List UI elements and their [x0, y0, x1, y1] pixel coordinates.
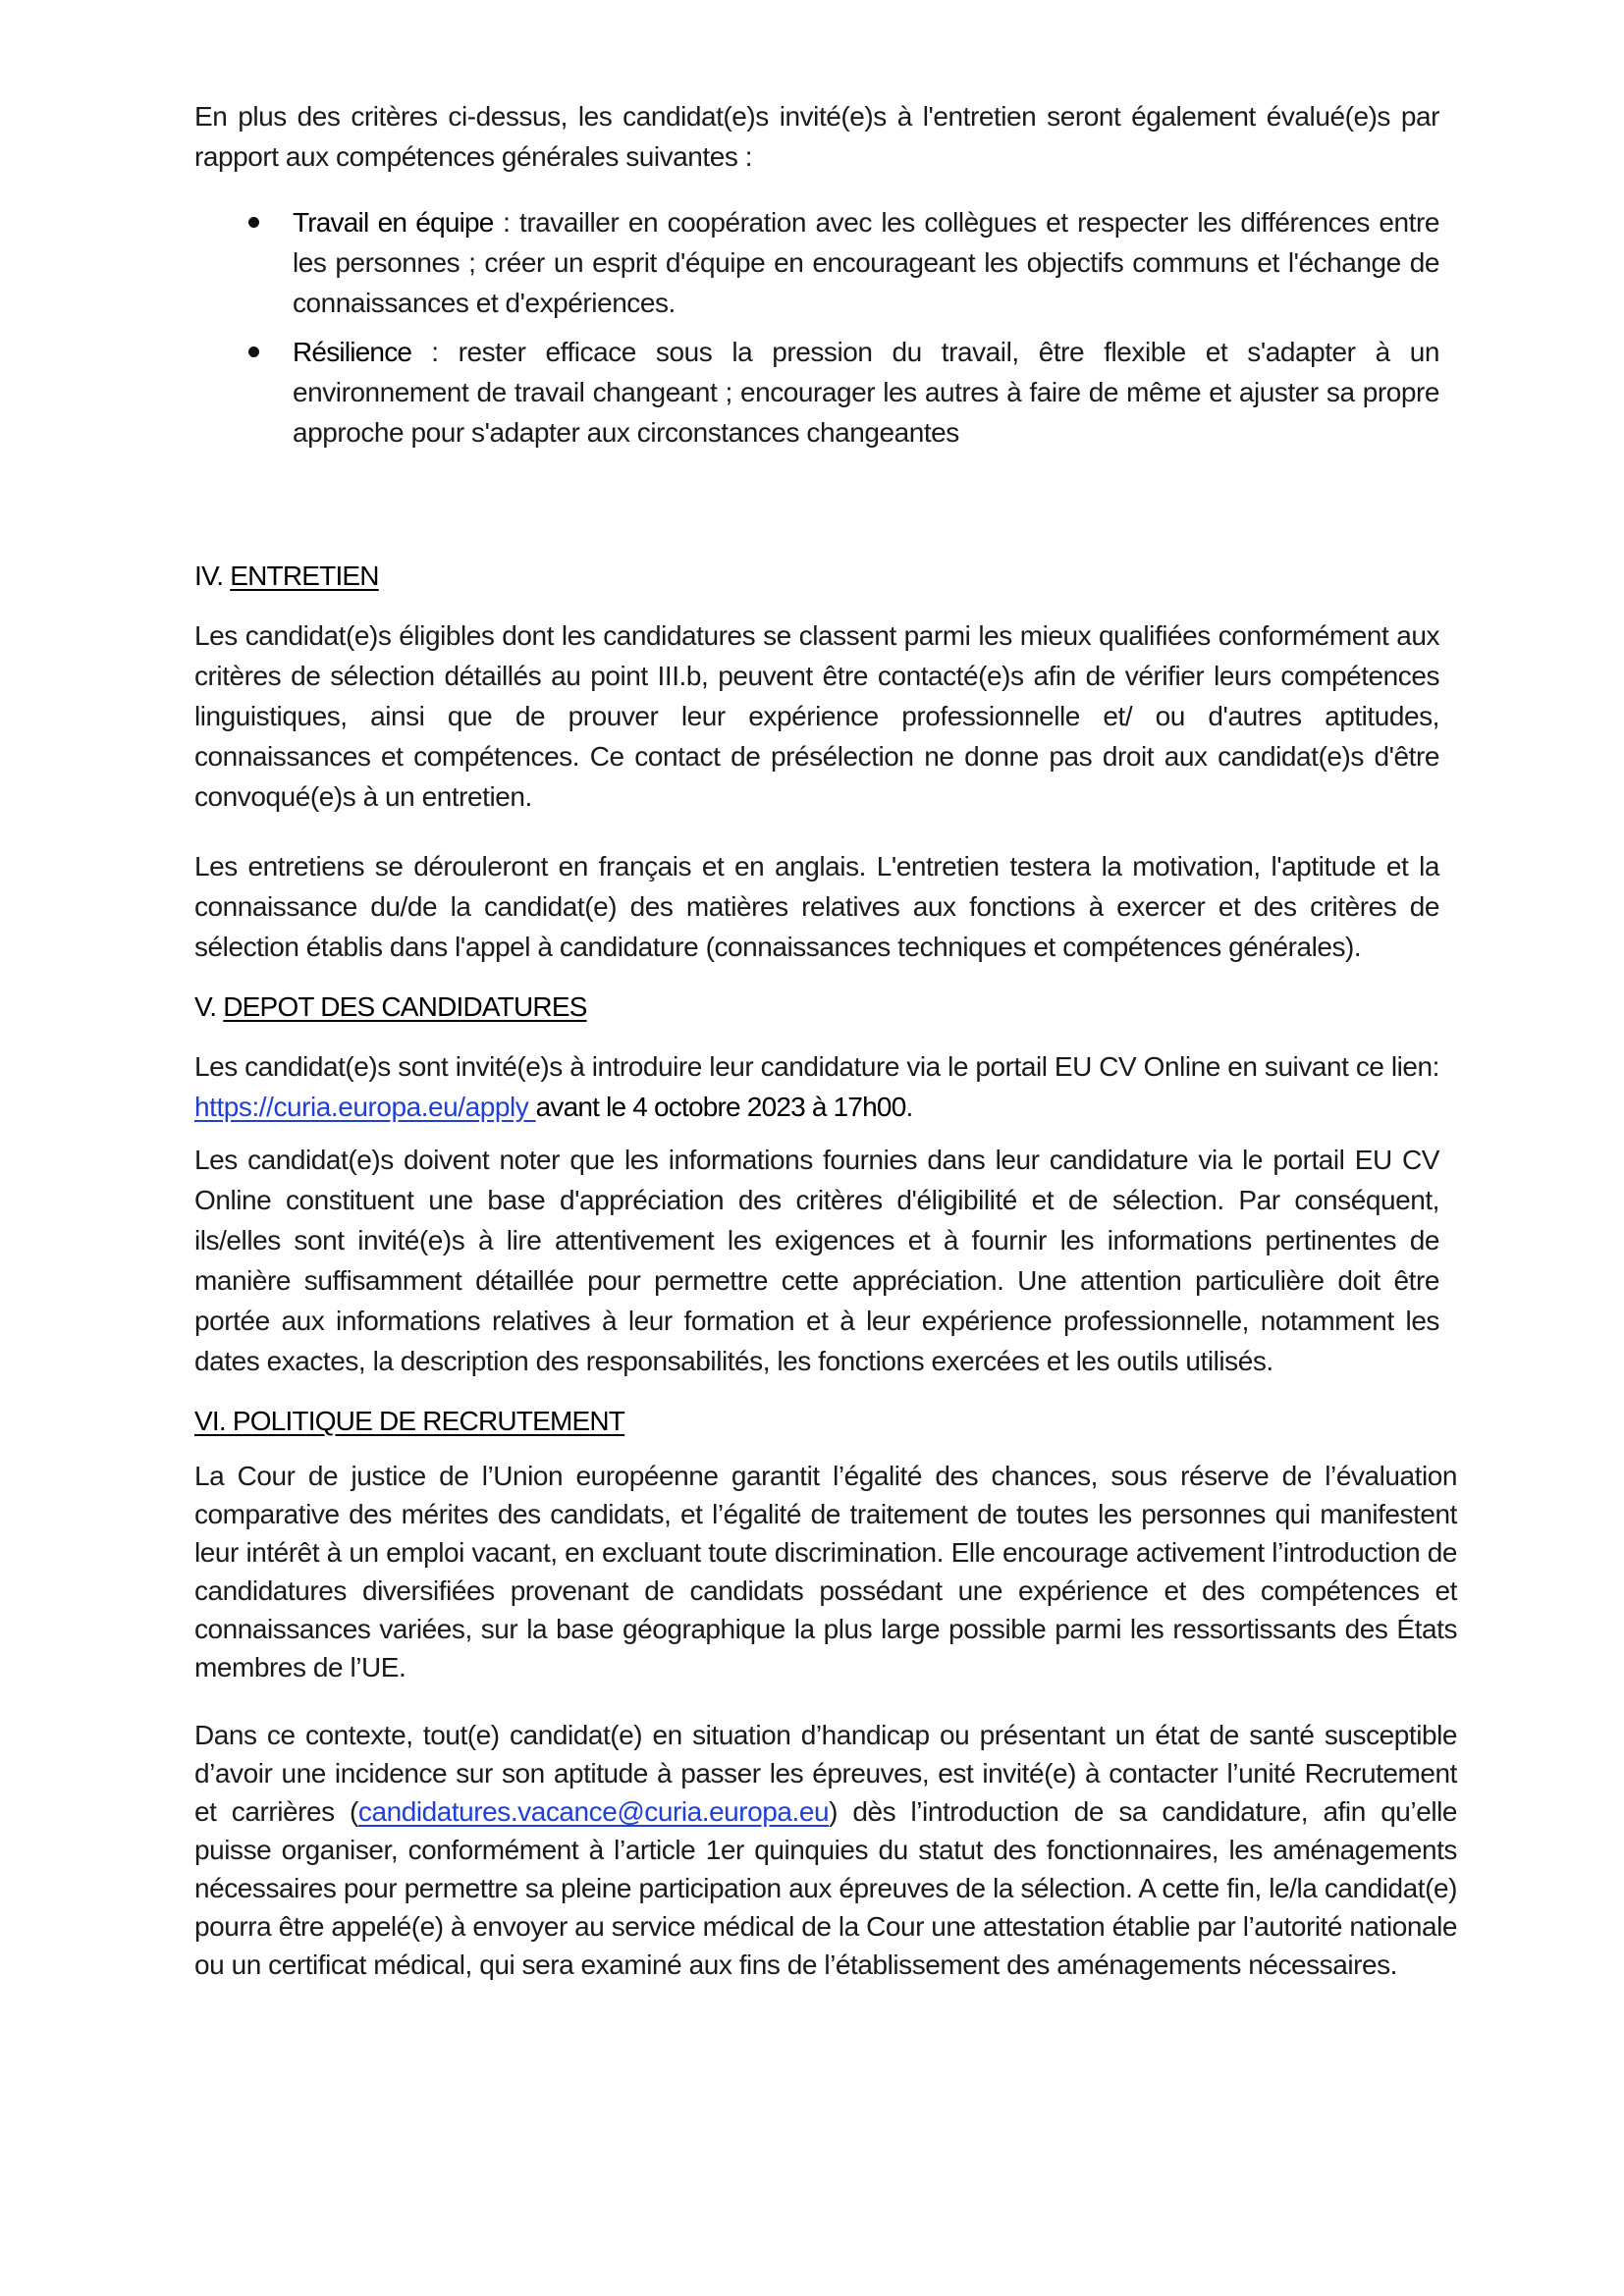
competences-list — [194, 202, 1439, 453]
politique-paragraph-1: La Cour de justice de l’Union européenne garantit l’égalité des chances, sous réserve de l’évaluation comparative des mérites des candidats, et l’égalité de traitement de toutes les personnes qui manifestent leur intérêt à un emploi vacant, en excluant toute discrimination. Elle encourage activement l’introduction de candidatures diversifiées provenant de candidats possédant une expérience et des compétences et connaissances variées, sur la base géographique la plus large possible parmi les ressortissants des États membres de l’UE. — [194, 1461, 1457, 1682]
politique-paragraph-2 — [194, 1716, 1457, 1984]
bullet-icon — [248, 217, 259, 228]
competence-description: : rester efficace sous la pression du travail, être flexible et s'adapter à un environnement de travail changeant ; encourager les autres à faire de même et ajuster sa propre approche pour s'adapter aux circonstances changeantes — [293, 337, 1439, 448]
entretien-paragraph-1: Les candidat(e)s éligibles dont les candidatures se classent parmi les mieux qualifiées conformément aux critères de sélection détaillés au point III.b, peuvent être contacté(e)s afin de vérifier leurs compétences linguistiques, ainsi que de prouver leur expérience professionnelle et/ ou d'autres aptitudes, connaissances et compétences. Ce contact de présélection ne donne pas droit aux candidat(e)s d'être convoqué(e)s à un entretien. — [194, 620, 1439, 812]
section-number: V. — [194, 991, 224, 1022]
email-link[interactable]: candidatures.vacance@curia.europa.eu — [357, 1796, 830, 1827]
deadline-text: avant le 4 octobre 2023 à 17h00 — [535, 1092, 906, 1122]
depot-text-end: . — [905, 1092, 913, 1122]
section-title: ENTRETIEN — [230, 561, 379, 591]
competence-term: Travail en équipe — [293, 207, 494, 238]
bullet-icon — [248, 347, 259, 357]
section-heading-depot — [194, 987, 1439, 1027]
section-title: VI. POLITIQUE DE RECRUTEMENT — [194, 1406, 625, 1436]
document-page — [194, 96, 1457, 1984]
section-title: DEPOT DES CANDIDATURES — [223, 991, 587, 1022]
list-item — [194, 332, 1439, 453]
entretien-paragraph-2: Les entretiens se dérouleront en français et en anglais. L'entretien testera la motivation, l'aptitude et la connaissance du/de la candidat(e) des matières relatives aux fonctions à exercer et des critères de sélection établis dans l'appel à candidature (connaissances techniques et compétences générales). — [194, 851, 1439, 962]
competence-paragraph — [293, 202, 1439, 323]
depot-paragraph-1 — [194, 1046, 1439, 1127]
section-heading-politique — [194, 1401, 1439, 1441]
competence-description: : travailler en coopération avec les collègues et respecter les différences entre les personnes ; créer un esprit d'équipe en encourageant les objectifs communs et l'échange de connaissances et d'expériences. — [293, 207, 1439, 318]
competence-term: Résilience — [293, 337, 412, 367]
section-heading-entretien — [194, 556, 1439, 596]
competence-paragraph — [293, 332, 1439, 453]
politique-text-after: ) dès l’introduction de sa candidature, afin qu’elle puisse organiser, conformément à l’article 1er quinquies du statut des fonctionnaires, les aménagements nécessaires pour permettre sa pleine participation aux épreuves de la sélection. A cette fin, le/la candidat(e) pourra être appelé(e) à envoyer au service médical de la Cour une attestation établie par l’autorité nationale ou un certificat médical, qui sera examiné aux fins de l’établissement des aménagements nécessaires. — [194, 1796, 1457, 1980]
politique-block — [194, 1457, 1457, 1984]
politique-text: Dans ce contexte, tout(e) candidat(e) en situation d’handicap ou présentant un état de santé susceptible d’avoir une incidence sur son aptitude à passer les épreuves, est invité(e) à contacter l’unité Recrutement et carrières ( — [194, 1720, 1457, 1827]
intro-paragraph: En plus des critères ci-dessus, les candidat(e)s invité(e)s à l'entretien seront également évalué(e)s par rapport aux compétences générales suivantes : — [194, 101, 1439, 172]
list-item — [194, 202, 1439, 323]
depot-paragraph-2: Les candidat(e)s doivent noter que les informations fournies dans leur candidature via le portail EU CV Online constituent une base d'appréciation des critères d'éligibilité et de sélection. Par conséquent, ils/elles sont invité(e)s à lire attentivement les exigences et à fournir les informations pertinentes de manière suffisamment détaillée pour permettre cette appréciation. Une attention particulière doit être portée aux informations relatives à leur formation et à leur expérience professionnelle, notamment les dates exactes, la description des responsabilités, les fonctions exercées et les outils utilisés. — [194, 1145, 1439, 1376]
depot-text: Les candidat(e)s sont invité(e)s à introduire leur candidature via le portail EU CV Online en suivant ce lien: — [194, 1051, 1439, 1082]
apply-link[interactable]: https://curia.europa.eu/apply — [194, 1092, 536, 1122]
section-number: IV. — [194, 561, 231, 591]
